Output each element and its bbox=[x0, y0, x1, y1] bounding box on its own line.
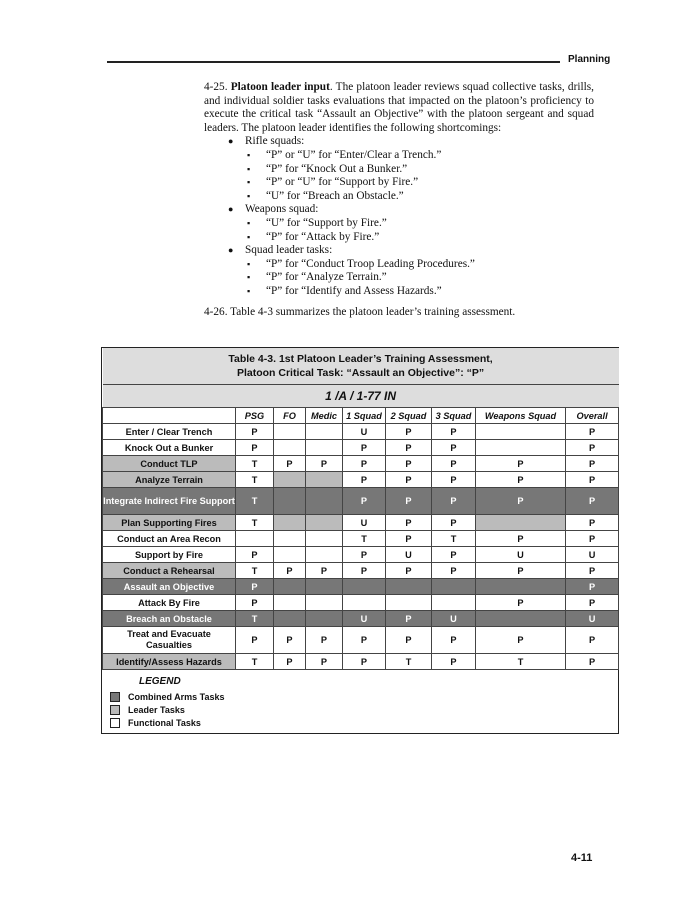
rating-cell: T bbox=[236, 456, 274, 472]
table-title-line1: Table 4-3. 1st Platoon Leader’s Training Assessment, bbox=[228, 353, 493, 365]
rating-cell bbox=[274, 472, 306, 488]
rating-cell: P bbox=[386, 627, 432, 654]
rating-cell: P bbox=[566, 531, 619, 547]
rating-cell bbox=[386, 595, 432, 611]
rating-cell: P bbox=[566, 488, 619, 515]
rating-cell: P bbox=[432, 472, 476, 488]
legend-item bbox=[110, 703, 225, 716]
rating-cell bbox=[432, 579, 476, 595]
rating-cell bbox=[274, 595, 306, 611]
rating-cell: P bbox=[343, 654, 386, 670]
column-header: 3 Squad bbox=[432, 408, 476, 424]
rating-cell: P bbox=[432, 440, 476, 456]
rating-cell: P bbox=[306, 563, 343, 579]
rating-cell bbox=[236, 531, 274, 547]
rating-cell: P bbox=[432, 515, 476, 531]
sub-bullet-list bbox=[245, 258, 594, 299]
rating-cell: P bbox=[236, 547, 274, 563]
rating-cell: P bbox=[386, 563, 432, 579]
column-header: 2 Squad bbox=[386, 408, 432, 424]
rating-cell: P bbox=[476, 563, 566, 579]
task-name-cell: Conduct TLP bbox=[103, 456, 236, 472]
rating-cell: T bbox=[236, 563, 274, 579]
rating-cell bbox=[274, 424, 306, 440]
task-name-cell: Attack By Fire bbox=[103, 595, 236, 611]
legend-swatch bbox=[110, 718, 120, 728]
rating-cell: P bbox=[343, 563, 386, 579]
column-header-task bbox=[103, 408, 236, 424]
paragraph-4-25 bbox=[204, 81, 594, 135]
table-row bbox=[103, 488, 619, 515]
rating-cell: P bbox=[386, 424, 432, 440]
rating-cell: P bbox=[274, 563, 306, 579]
legend-item bbox=[110, 690, 225, 703]
rating-cell: P bbox=[274, 627, 306, 654]
rating-cell: P bbox=[566, 579, 619, 595]
rating-cell: U bbox=[343, 515, 386, 531]
rating-cell: P bbox=[386, 472, 432, 488]
rating-cell bbox=[432, 595, 476, 611]
rating-cell bbox=[476, 440, 566, 456]
column-header: 1 Squad bbox=[343, 408, 386, 424]
rating-cell: P bbox=[274, 456, 306, 472]
rating-cell bbox=[274, 579, 306, 595]
column-header: Weapons Squad bbox=[476, 408, 566, 424]
rating-cell: P bbox=[566, 440, 619, 456]
rating-cell: P bbox=[432, 654, 476, 670]
task-name-cell: Breach an Obstacle bbox=[103, 611, 236, 627]
sub-bullet-item: ▪ “P” for “Analyze Terrain.” bbox=[247, 271, 594, 285]
rating-cell: P bbox=[343, 440, 386, 456]
rating-cell: P bbox=[476, 595, 566, 611]
task-name-cell: Assault an Objective bbox=[103, 579, 236, 595]
task-name-cell: Support by Fire bbox=[103, 547, 236, 563]
task-name-cell: Analyze Terrain bbox=[103, 472, 236, 488]
rating-cell: P bbox=[476, 472, 566, 488]
rating-cell: P bbox=[476, 488, 566, 515]
sub-bullet-item: ▪ “P” for “Identify and Assess Hazards.” bbox=[247, 285, 594, 299]
rating-cell: U bbox=[432, 611, 476, 627]
rating-cell: P bbox=[343, 627, 386, 654]
table-row bbox=[103, 627, 619, 654]
rating-cell bbox=[343, 579, 386, 595]
rating-cell: P bbox=[476, 456, 566, 472]
rating-cell: P bbox=[476, 531, 566, 547]
rating-cell bbox=[274, 547, 306, 563]
task-name-cell: Enter / Clear Trench bbox=[103, 424, 236, 440]
rating-cell: P bbox=[386, 440, 432, 456]
rating-cell: P bbox=[306, 654, 343, 670]
body-text bbox=[204, 81, 594, 319]
sub-bullet-item: ▪ “P” for “Knock Out a Bunker.” bbox=[247, 163, 594, 177]
table-row bbox=[103, 472, 619, 488]
rating-cell: U bbox=[386, 547, 432, 563]
rating-cell bbox=[306, 472, 343, 488]
task-name-cell: Plan Supporting Fires bbox=[103, 515, 236, 531]
column-header: Medic bbox=[306, 408, 343, 424]
sub-bullet-item: ▪ “P” or “U” for “Enter/Clear a Trench.” bbox=[247, 149, 594, 163]
legend-label: Leader Tasks bbox=[128, 704, 185, 715]
rating-cell: P bbox=[236, 440, 274, 456]
task-name-cell: Integrate Indirect Fire Support bbox=[103, 488, 236, 515]
rating-cell bbox=[476, 579, 566, 595]
rating-cell bbox=[386, 579, 432, 595]
rating-cell: T bbox=[236, 488, 274, 515]
task-name-cell: Treat and Evacuate Casualties bbox=[103, 627, 236, 654]
rating-cell: P bbox=[566, 627, 619, 654]
table-row bbox=[103, 547, 619, 563]
rating-cell: U bbox=[343, 424, 386, 440]
rating-cell bbox=[306, 611, 343, 627]
sub-bullet-list bbox=[245, 217, 594, 244]
table-row bbox=[103, 515, 619, 531]
rating-cell bbox=[274, 531, 306, 547]
bullet-group-label: Weapons squad: bbox=[245, 203, 319, 216]
rating-cell: P bbox=[566, 654, 619, 670]
rating-cell: T bbox=[432, 531, 476, 547]
unit-designation: 1 /A / 1-77 IN bbox=[103, 385, 619, 408]
rating-cell: P bbox=[566, 472, 619, 488]
table-row bbox=[103, 531, 619, 547]
rating-cell: P bbox=[386, 456, 432, 472]
rating-cell: P bbox=[566, 595, 619, 611]
rating-cell: P bbox=[236, 424, 274, 440]
assessment-table bbox=[102, 348, 619, 670]
rating-cell: T bbox=[386, 654, 432, 670]
sub-bullet-item: ▪ “U” for “Support by Fire.” bbox=[247, 217, 594, 231]
bullet-group-label: Rifle squads: bbox=[245, 135, 305, 148]
rating-cell: P bbox=[236, 579, 274, 595]
rating-cell bbox=[274, 515, 306, 531]
rating-cell: P bbox=[236, 595, 274, 611]
rating-cell: P bbox=[306, 456, 343, 472]
bullet-group bbox=[228, 203, 594, 244]
sub-bullet-item: ▪ “P” for “Attack by Fire.” bbox=[247, 231, 594, 245]
paragraph-text: . The platoon leader reviews squad collective tasks, drills, and individual soldier tasks evaluations that impacted on the platoon’s proficiency to execute the critical task “Assault an Objective” with the platoon sergeant and squad leaders. The platoon leader identifies the following shortcomings: bbox=[204, 81, 594, 134]
rating-cell: P bbox=[432, 456, 476, 472]
bullet-group bbox=[228, 244, 594, 298]
legend-swatch bbox=[110, 692, 120, 702]
paragraph-4-26: 4-26. Table 4-3 summarizes the platoon leader’s training assessment. bbox=[204, 305, 516, 318]
rating-cell: P bbox=[476, 627, 566, 654]
rating-cell: U bbox=[566, 547, 619, 563]
rating-cell: P bbox=[386, 611, 432, 627]
rating-cell: P bbox=[274, 654, 306, 670]
rating-cell bbox=[306, 488, 343, 515]
bullet-group-label: Squad leader tasks: bbox=[245, 244, 333, 257]
rating-cell: P bbox=[566, 515, 619, 531]
rating-cell bbox=[306, 440, 343, 456]
rating-cell: P bbox=[343, 547, 386, 563]
rating-cell bbox=[476, 424, 566, 440]
rating-cell bbox=[274, 440, 306, 456]
legend-label: Functional Tasks bbox=[128, 717, 201, 728]
table-row bbox=[103, 563, 619, 579]
rating-cell: U bbox=[566, 611, 619, 627]
rating-cell: P bbox=[386, 488, 432, 515]
header-rule bbox=[107, 61, 560, 63]
rating-cell bbox=[476, 611, 566, 627]
rating-cell: P bbox=[386, 531, 432, 547]
table-row bbox=[103, 440, 619, 456]
rating-cell: T bbox=[236, 472, 274, 488]
rating-cell: P bbox=[432, 488, 476, 515]
rating-cell: P bbox=[566, 424, 619, 440]
rating-cell: P bbox=[343, 456, 386, 472]
sub-bullet-item: ▪ “P” for “Conduct Troop Leading Procedures.” bbox=[247, 258, 594, 272]
rating-cell: T bbox=[476, 654, 566, 670]
bullet-group bbox=[228, 135, 594, 203]
section-title: Planning bbox=[568, 54, 611, 65]
rating-cell: P bbox=[386, 515, 432, 531]
legend-item bbox=[110, 716, 225, 729]
rating-cell: P bbox=[432, 563, 476, 579]
legend-label: Combined Arms Tasks bbox=[128, 691, 225, 702]
task-name-cell: Knock Out a Bunker bbox=[103, 440, 236, 456]
rating-cell: T bbox=[236, 515, 274, 531]
rating-cell: T bbox=[236, 654, 274, 670]
rating-cell: U bbox=[343, 611, 386, 627]
table-row bbox=[103, 654, 619, 670]
legend bbox=[110, 676, 225, 729]
table-row bbox=[103, 611, 619, 627]
table-title-line2: Platoon Critical Task: “Assault an Objective”: “P” bbox=[236, 367, 485, 379]
task-name-cell: Conduct a Rehearsal bbox=[103, 563, 236, 579]
rating-cell: P bbox=[566, 456, 619, 472]
rating-cell bbox=[274, 611, 306, 627]
table-title bbox=[103, 348, 619, 385]
rating-cell bbox=[476, 515, 566, 531]
rating-cell bbox=[343, 595, 386, 611]
rating-cell bbox=[274, 488, 306, 515]
rating-cell bbox=[306, 531, 343, 547]
rating-cell bbox=[306, 595, 343, 611]
column-header-row bbox=[103, 408, 619, 424]
rating-cell bbox=[306, 424, 343, 440]
task-name-cell: Identify/Assess Hazards bbox=[103, 654, 236, 670]
legend-swatch bbox=[110, 705, 120, 715]
paragraph-number: 4-25. bbox=[204, 81, 228, 93]
column-header: PSG bbox=[236, 408, 274, 424]
task-name-cell: Conduct an Area Recon bbox=[103, 531, 236, 547]
table-row bbox=[103, 595, 619, 611]
rating-cell: P bbox=[566, 563, 619, 579]
rating-cell: T bbox=[236, 611, 274, 627]
paragraph-heading: Platoon leader input bbox=[230, 81, 330, 93]
sub-bullet-list bbox=[245, 149, 594, 203]
legend-title: LEGEND bbox=[139, 676, 181, 687]
page-number: 4-11 bbox=[571, 852, 593, 864]
rating-cell: P bbox=[306, 627, 343, 654]
rating-cell: P bbox=[432, 424, 476, 440]
rating-cell: T bbox=[343, 531, 386, 547]
column-header: Overall bbox=[566, 408, 619, 424]
sub-bullet-item: ▪ “U” for “Breach an Obstacle.” bbox=[247, 190, 594, 204]
rating-cell: P bbox=[343, 488, 386, 515]
rating-cell bbox=[306, 579, 343, 595]
sub-bullet-item: ▪ “P” or “U” for “Support by Fire.” bbox=[247, 176, 594, 190]
shortcomings-list bbox=[204, 135, 594, 298]
rating-cell: P bbox=[343, 472, 386, 488]
rating-cell: U bbox=[476, 547, 566, 563]
rating-cell: P bbox=[432, 627, 476, 654]
rating-cell bbox=[306, 515, 343, 531]
table-row bbox=[103, 456, 619, 472]
table-row bbox=[103, 579, 619, 595]
rating-cell: P bbox=[432, 547, 476, 563]
rating-cell: P bbox=[236, 627, 274, 654]
rating-cell bbox=[306, 547, 343, 563]
column-header: FO bbox=[274, 408, 306, 424]
table-row bbox=[103, 424, 619, 440]
